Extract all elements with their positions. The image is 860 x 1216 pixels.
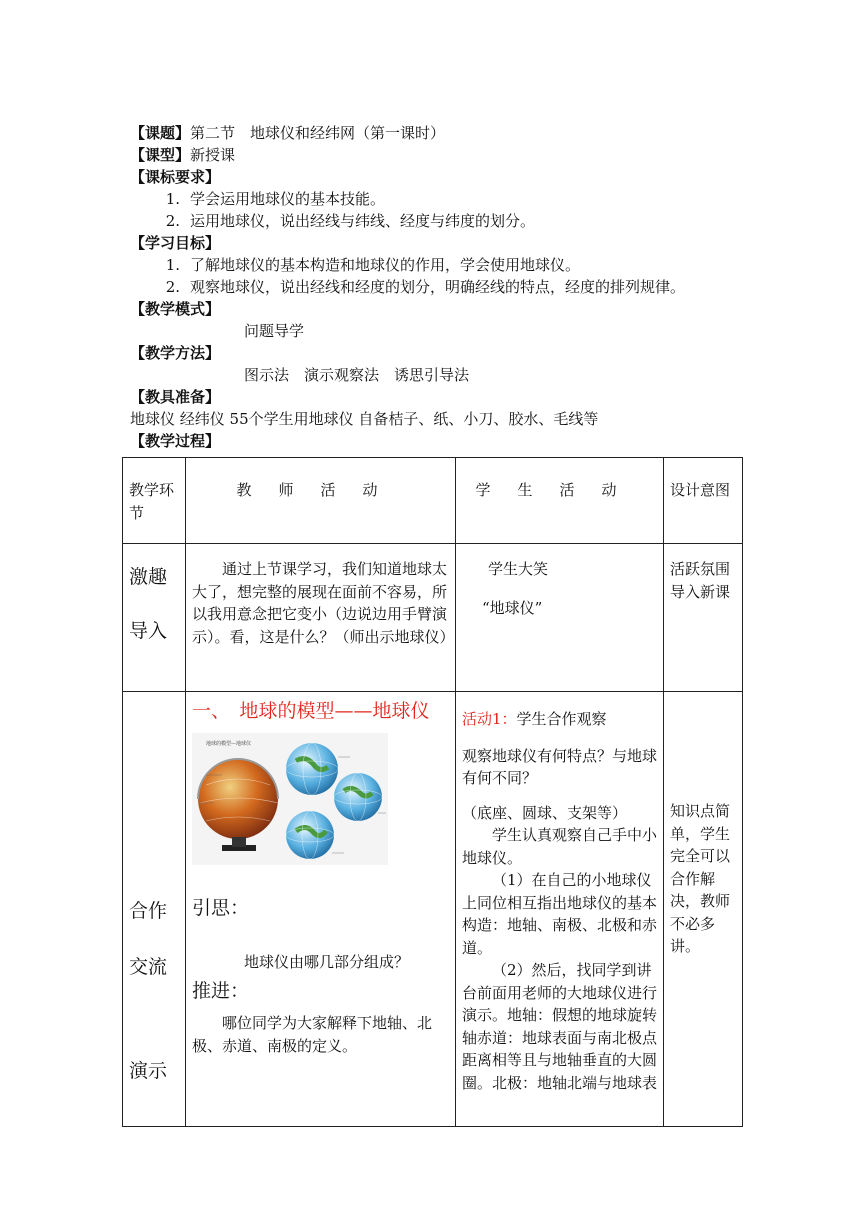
student-cell: 活动1：学生合作观察 观察地球仪有何特点？与地球有何不同？ （底座、圆球、支架等） 学生认真观察自己手中小地球仪。 （1）在自己的小地球仪上同位相互指出地球仪的基本构造：地轴、南极、北极和赤道。 （2）然后，找同学到讲台前面用老师的大地球仪进行演示。地轴：假想的地球旋转轴赤道：地球表面与南北极点距离相等且与地轴垂直的大圆圈。北极：地轴北端与地球表	[456, 692, 664, 1127]
table-row	[123, 692, 743, 1127]
svg-text:地球的模型—地球仪: 地球的模型—地球仪	[206, 740, 252, 747]
teacher-cell	[186, 692, 456, 1127]
type-value: 新授课	[190, 146, 236, 164]
tools-value: 地球仪 经纬仪 55个学生用地球仪 自备桔子、纸、小刀、胶水、毛线等	[130, 410, 599, 428]
type-label: 【课型】	[130, 146, 191, 164]
topic-line	[130, 122, 750, 144]
method-label: 【教学方法】	[130, 344, 221, 362]
process-label: 【教学过程】	[130, 432, 221, 450]
globe-image	[192, 733, 388, 865]
student-cell: 学生大笑 “地球仪”	[456, 544, 664, 692]
goal-item: 2. 观察地球仪，说出经线和经度的划分，明确经线的特点，经度的排列规律。	[165, 278, 686, 296]
method-value: 图示法 演示观察法 诱思引导法	[244, 366, 470, 384]
teaching-process-table	[122, 457, 743, 1127]
section-heading: 一、 地球的模型——地球仪	[192, 700, 430, 722]
guide-question: 地球仪由哪几部分组成？	[244, 953, 410, 971]
guide-label: 引思：	[192, 896, 250, 919]
curriculum-item: 2. 运用地球仪，说出经线与纬线、经度与纬度的划分。	[165, 212, 536, 230]
curriculum-item: 1. 学会运用地球仪的基本技能。	[165, 190, 386, 208]
table-row	[123, 544, 743, 692]
teacher-cell: 通过上节课学习，我们知道地球太大了，想完整的展现在面前不容易，所以我用意念把它变小（边说边用手臂演示）。看，这是什么？（师出示地球仪）	[186, 544, 456, 692]
tools-label: 【教具准备】	[130, 388, 221, 406]
header-teacher: 教师活动	[186, 458, 456, 544]
curriculum-label: 【课标要求】	[130, 168, 221, 186]
goals-label: 【学习目标】	[130, 234, 221, 252]
segment-cell: 合作 交流 演示	[123, 692, 186, 1127]
mode-label: 【教学模式】	[130, 300, 221, 318]
advance-label: 推进：	[192, 979, 250, 1002]
goal-item: 1. 了解地球仪的基本构造和地球仪的作用，学会使用地球仪。	[165, 256, 581, 274]
header-segment: 教学环节	[123, 458, 186, 544]
segment-cell: 激趣 导入	[123, 544, 186, 692]
mode-value: 问题导学	[244, 322, 305, 340]
intent-cell: 知识点简单，学生完全可以合作解决，教师不必多讲。	[664, 692, 743, 1127]
intent-cell: 活跃氛围导入新课	[664, 544, 743, 692]
lesson-plan-header	[130, 122, 750, 452]
topic-label: 【课题】	[130, 124, 191, 142]
header-intent: 设计意图	[664, 458, 743, 544]
table-header-row	[123, 458, 743, 544]
type-line	[130, 144, 750, 166]
topic-value: 第二节 地球仪和经纬网（第一课时）	[190, 124, 446, 142]
activity-heading: 活动1：学生合作观察	[462, 710, 607, 728]
advance-text: 哪位同学为大家解释下地轴、北极、赤道、南极的定义。	[192, 1014, 433, 1055]
header-student: 学生活动	[456, 458, 664, 544]
